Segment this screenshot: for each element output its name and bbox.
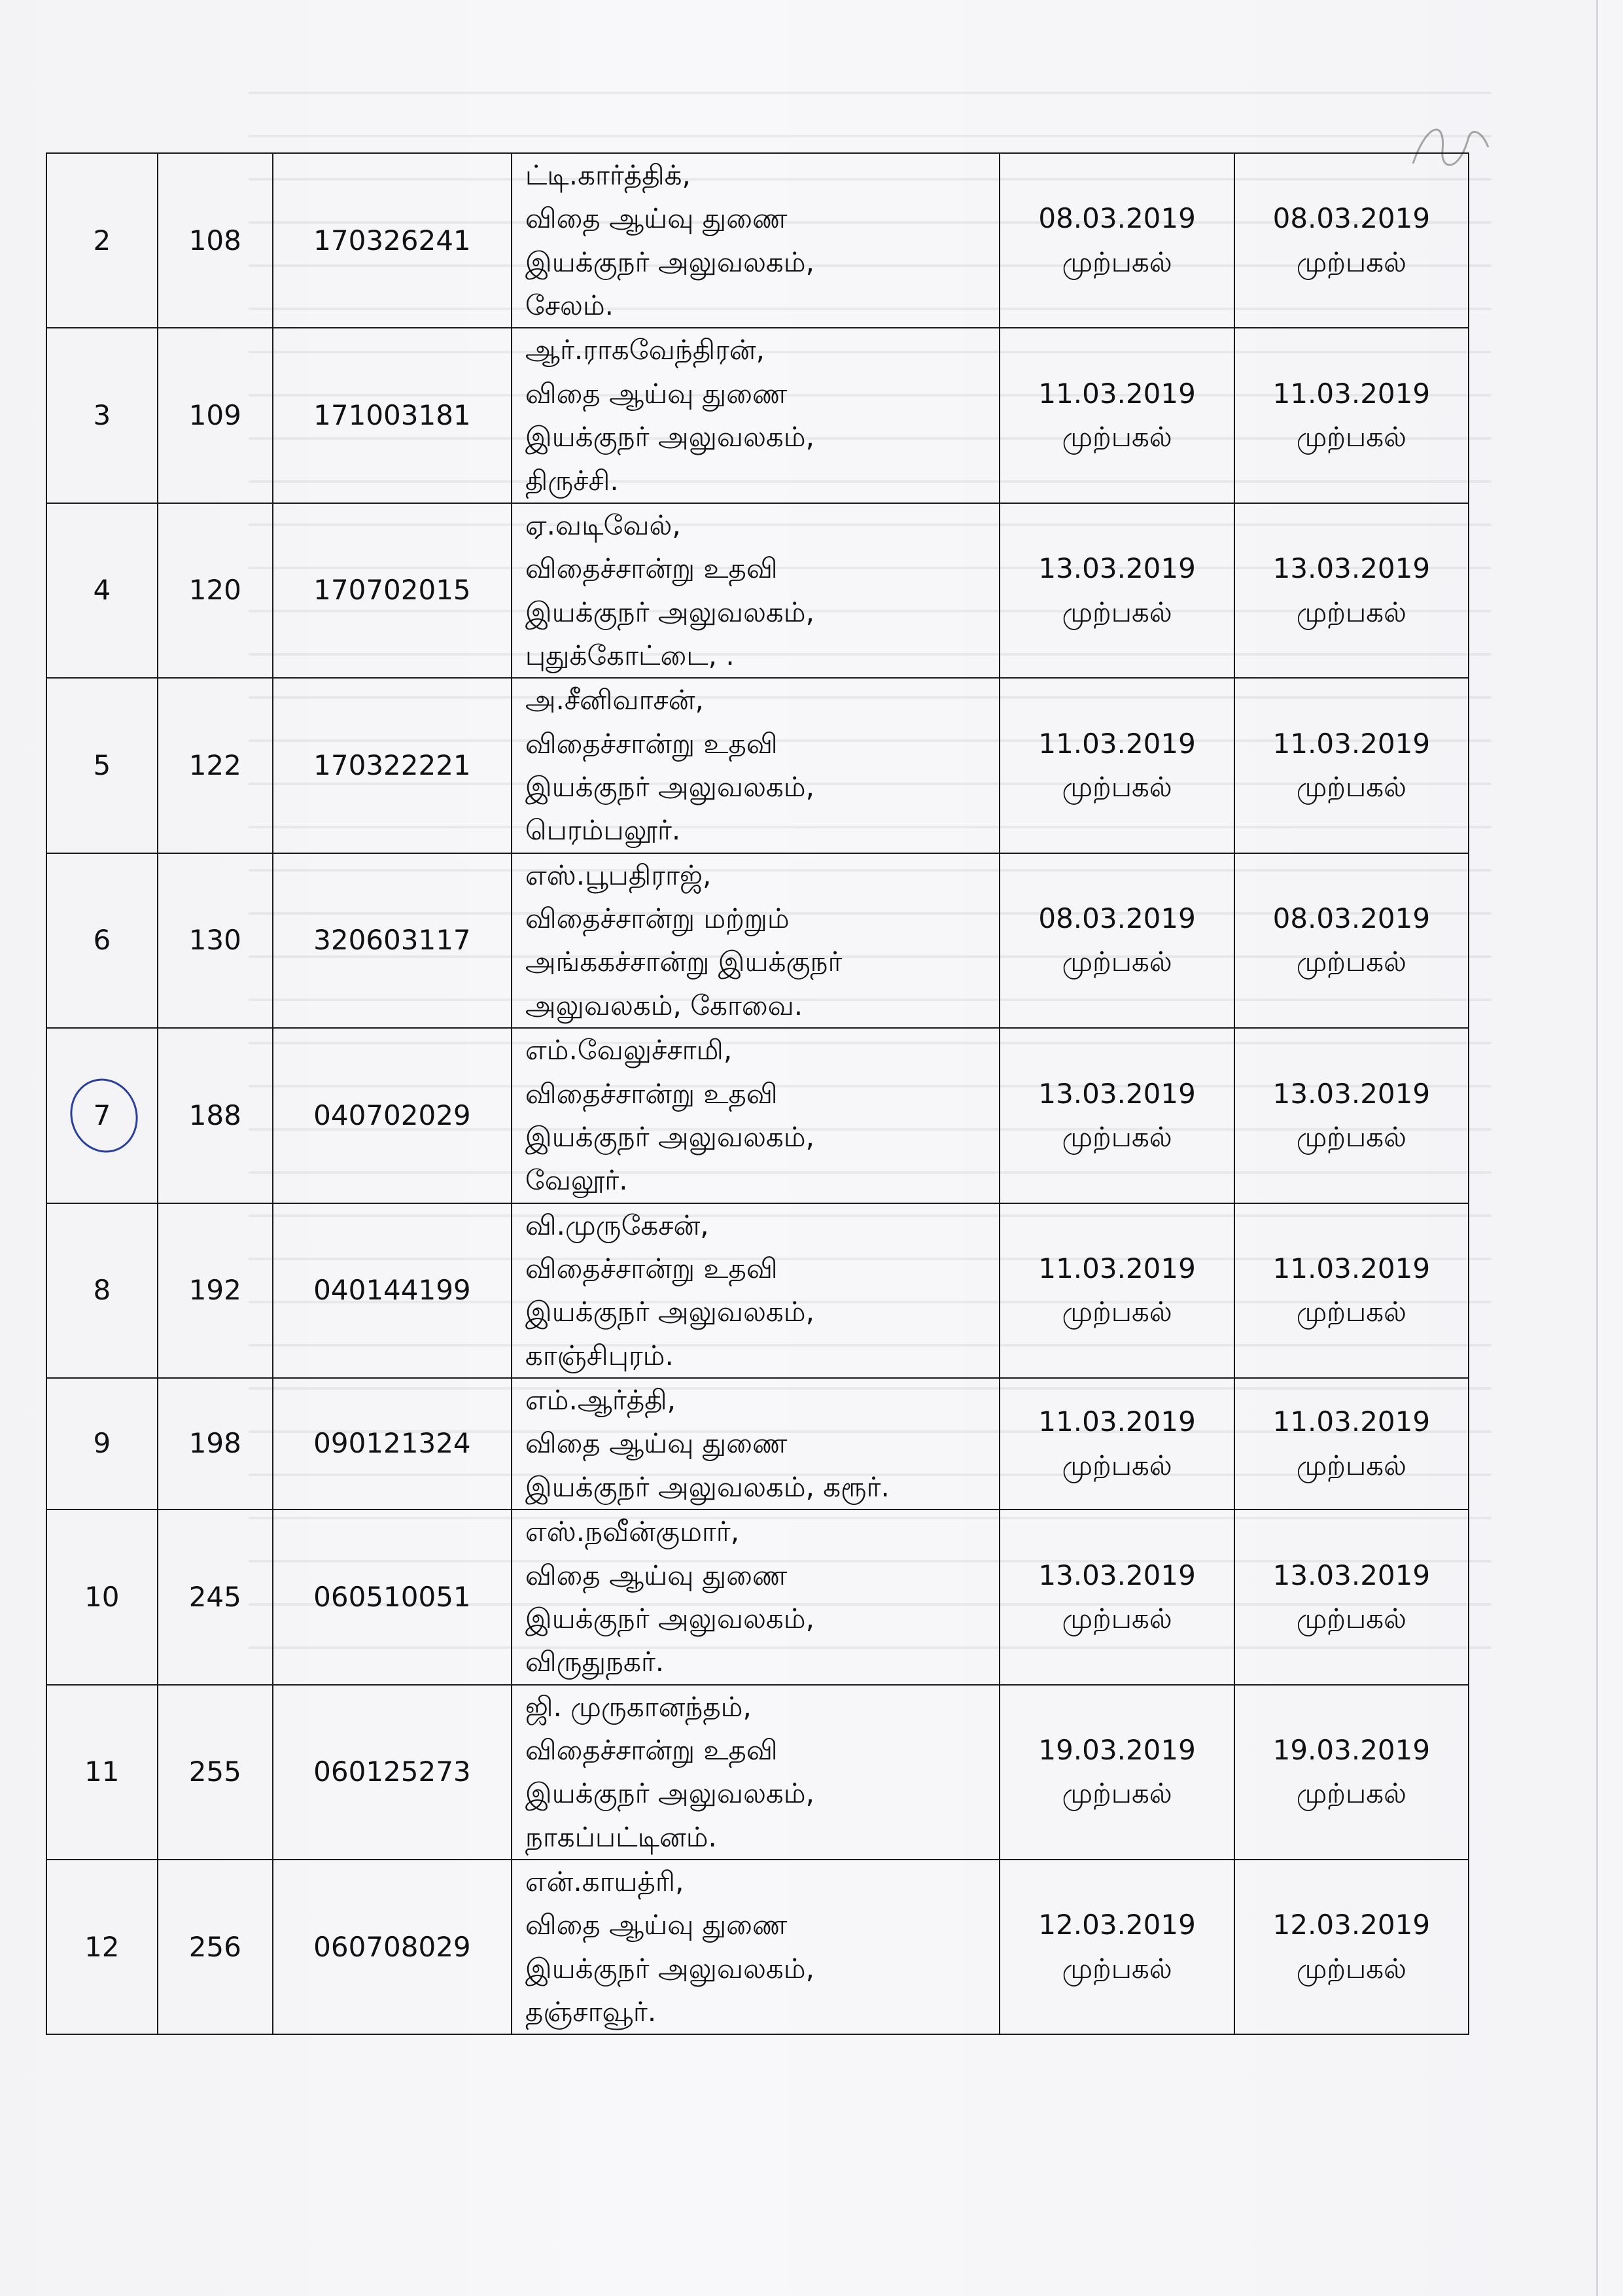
session-text: முற்பகல் xyxy=(1062,1120,1172,1153)
table-row xyxy=(46,503,1469,678)
rank-number-cell: 198 xyxy=(158,1378,273,1510)
name-office-line: விதைச்சான்று மற்றும் xyxy=(525,902,790,935)
serial-number-cell: 4 xyxy=(46,503,158,678)
rank-number-cell: 255 xyxy=(158,1685,273,1860)
date-text: 11.03.2019 xyxy=(1038,1252,1196,1284)
name-office-line: ஆர்.ராகவேந்திரன், xyxy=(525,334,765,366)
serial-number-cell: 8 xyxy=(46,1203,158,1378)
date-text: 13.03.2019 xyxy=(1272,552,1431,585)
serial-number-cell: 12 xyxy=(46,1860,158,2034)
name-office-cell xyxy=(512,1510,1000,1684)
session-text: முற்பகல் xyxy=(1296,771,1406,804)
register-number-cell: 170322221 xyxy=(273,678,512,853)
date-cell xyxy=(1234,1378,1469,1510)
name-office-line: விருதுநகர். xyxy=(525,1646,665,1678)
date-cell xyxy=(1234,503,1469,678)
register-number-cell: 040702029 xyxy=(273,1028,512,1203)
name-office-line: சேலம். xyxy=(525,289,614,322)
date-text: 08.03.2019 xyxy=(1038,202,1196,235)
date-cell xyxy=(1234,1203,1469,1378)
name-office-line: இயக்குநர் அலுவலகம், xyxy=(525,421,814,453)
name-office-cell xyxy=(512,503,1000,678)
name-office-line: விதை ஆய்வு துணை xyxy=(525,377,788,410)
date-cell xyxy=(1000,1860,1234,2034)
date-cell xyxy=(1000,503,1234,678)
date-text: 12.03.2019 xyxy=(1272,1909,1431,1941)
session-text: முற்பகல் xyxy=(1062,945,1172,978)
date-text: 11.03.2019 xyxy=(1038,727,1196,760)
session-text: முற்பகல் xyxy=(1062,771,1172,804)
session-text: முற்பகல் xyxy=(1062,1296,1172,1328)
name-office-line: ட்டி.கார்த்திக், xyxy=(525,159,691,191)
session-text: முற்பகல் xyxy=(1296,1120,1406,1153)
date-text: 13.03.2019 xyxy=(1038,1559,1196,1591)
session-text: முற்பகல் xyxy=(1296,1602,1406,1634)
name-office-cell xyxy=(512,1203,1000,1378)
table-row xyxy=(46,1510,1469,1684)
date-text: 12.03.2019 xyxy=(1038,1909,1196,1941)
name-office-cell xyxy=(512,1028,1000,1203)
name-office-line: விதைச்சான்று உதவி xyxy=(525,552,778,585)
register-number-cell: 060125273 xyxy=(273,1685,512,1860)
date-text: 19.03.2019 xyxy=(1272,1733,1431,1766)
name-office-line: இயக்குநர் அலுவலகம், xyxy=(525,595,814,628)
table-row xyxy=(46,1378,1469,1510)
register-number-cell: 320603117 xyxy=(273,853,512,1028)
rank-number-cell: 122 xyxy=(158,678,273,853)
date-cell xyxy=(1000,853,1234,1028)
name-office-line: என்.காயத்ரி, xyxy=(525,1865,684,1898)
rank-number-cell: 188 xyxy=(158,1028,273,1203)
name-office-cell xyxy=(512,153,1000,328)
date-text: 13.03.2019 xyxy=(1038,1077,1196,1110)
date-cell xyxy=(1000,1028,1234,1203)
serial-number-cell: 7 xyxy=(46,1028,158,1203)
date-cell xyxy=(1000,328,1234,503)
date-cell xyxy=(1234,328,1469,503)
name-office-cell xyxy=(512,678,1000,853)
serial-number-cell: 6 xyxy=(46,853,158,1028)
date-cell xyxy=(1234,1510,1469,1684)
name-office-line: புதுக்கோட்டை, . xyxy=(525,639,735,671)
date-cell xyxy=(1234,853,1469,1028)
rank-number-cell: 245 xyxy=(158,1510,273,1684)
date-cell xyxy=(1234,1860,1469,2034)
date-cell xyxy=(1234,1685,1469,1860)
session-text: முற்பகல் xyxy=(1296,945,1406,978)
table-row xyxy=(46,1203,1469,1378)
serial-number-cell: 3 xyxy=(46,328,158,503)
name-office-line: பெரம்பலூர். xyxy=(525,814,681,847)
date-text: 11.03.2019 xyxy=(1038,1405,1196,1438)
name-office-line: விதை ஆய்வு துணை xyxy=(525,1559,788,1591)
name-office-line: விதைச்சான்று உதவி xyxy=(525,1252,778,1284)
date-cell xyxy=(1000,1203,1234,1378)
date-cell xyxy=(1000,153,1234,328)
table-row xyxy=(46,853,1469,1028)
name-office-line: எஸ்.பூபதிராஜ், xyxy=(525,858,712,891)
session-text: முற்பகல் xyxy=(1296,1952,1406,1985)
register-number-cell: 090121324 xyxy=(273,1378,512,1510)
name-office-cell xyxy=(512,853,1000,1028)
name-office-cell xyxy=(512,1860,1000,2034)
table-row xyxy=(46,153,1469,328)
session-text: முற்பகல் xyxy=(1062,1777,1172,1810)
date-text: 13.03.2019 xyxy=(1272,1077,1431,1110)
date-cell xyxy=(1000,1510,1234,1684)
register-number-cell: 170326241 xyxy=(273,153,512,328)
name-office-cell xyxy=(512,1685,1000,1860)
session-text: முற்பகல் xyxy=(1062,1449,1172,1481)
name-office-line: திருச்சி. xyxy=(525,464,619,497)
table-row xyxy=(46,1685,1469,1860)
name-office-line: விதை ஆய்வு துணை xyxy=(525,202,788,235)
serial-number-cell: 2 xyxy=(46,153,158,328)
name-office-line: அங்ககச்சான்று இயக்குநர் xyxy=(525,945,843,978)
date-cell xyxy=(1000,678,1234,853)
table-row xyxy=(46,1860,1469,2034)
name-office-line: ஜி. முருகானந்தம், xyxy=(525,1690,752,1723)
name-office-line: இயக்குநர் அலுவலகம், xyxy=(525,245,814,278)
table-row xyxy=(46,328,1469,503)
allotment-table xyxy=(46,152,1469,2035)
date-cell xyxy=(1234,678,1469,853)
date-text: 11.03.2019 xyxy=(1272,1252,1431,1284)
name-office-line: விதை ஆய்வு துணை xyxy=(525,1427,788,1460)
table-row xyxy=(46,678,1469,853)
date-cell xyxy=(1000,1685,1234,1860)
date-text: 08.03.2019 xyxy=(1272,902,1431,935)
name-office-line: தஞ்சாவூர். xyxy=(525,1996,657,2028)
session-text: முற்பகல் xyxy=(1062,595,1172,628)
date-text: 19.03.2019 xyxy=(1038,1733,1196,1766)
session-text: முற்பகல் xyxy=(1296,1777,1406,1810)
name-office-line: விதைச்சான்று உதவி xyxy=(525,1077,778,1110)
date-text: 11.03.2019 xyxy=(1038,377,1196,410)
session-text: முற்பகல் xyxy=(1296,1296,1406,1328)
serial-number-cell: 5 xyxy=(46,678,158,853)
date-text: 13.03.2019 xyxy=(1038,552,1196,585)
name-office-line: விதைச்சான்று உதவி xyxy=(525,727,778,760)
name-office-line: வேலூர். xyxy=(525,1164,628,1197)
name-office-cell xyxy=(512,328,1000,503)
session-text: முற்பகல் xyxy=(1296,245,1406,278)
session-text: முற்பகல் xyxy=(1062,1952,1172,1985)
register-number-cell: 060708029 xyxy=(273,1860,512,2034)
date-cell xyxy=(1234,153,1469,328)
name-office-line: இயக்குநர் அலுவலகம், xyxy=(525,1296,814,1328)
date-text: 11.03.2019 xyxy=(1272,1405,1431,1438)
rank-number-cell: 130 xyxy=(158,853,273,1028)
register-number-cell: 040144199 xyxy=(273,1203,512,1378)
name-office-line: ஏ.வடிவேல், xyxy=(525,508,681,541)
session-text: முற்பகல் xyxy=(1062,421,1172,453)
rank-number-cell: 192 xyxy=(158,1203,273,1378)
register-number-cell: 060510051 xyxy=(273,1510,512,1684)
name-office-line: எம்.வேலுச்சாமி, xyxy=(525,1034,733,1067)
rank-number-cell: 120 xyxy=(158,503,273,678)
name-office-line: எம்.ஆர்த்தி, xyxy=(525,1384,676,1417)
session-text: முற்பகல் xyxy=(1062,1602,1172,1634)
name-office-line: இயக்குநர் அலுவலகம், xyxy=(525,771,814,804)
session-text: முற்பகல் xyxy=(1296,421,1406,453)
date-text: 13.03.2019 xyxy=(1272,1559,1431,1591)
register-number-cell: 171003181 xyxy=(273,328,512,503)
date-cell xyxy=(1234,1028,1469,1203)
rank-number-cell: 108 xyxy=(158,153,273,328)
name-office-line: அ.சீனிவாசன், xyxy=(525,684,704,716)
rank-number-cell: 256 xyxy=(158,1860,273,2034)
name-office-cell xyxy=(512,1378,1000,1510)
name-office-line: காஞ்சிபுரம். xyxy=(525,1339,674,1371)
name-office-line: இயக்குநர் அலுவலகம், xyxy=(525,1602,814,1634)
serial-number-cell: 11 xyxy=(46,1685,158,1860)
table-row xyxy=(46,1028,1469,1203)
date-text: 11.03.2019 xyxy=(1272,727,1431,760)
date-text: 08.03.2019 xyxy=(1272,202,1431,235)
rank-number-cell: 109 xyxy=(158,328,273,503)
register-number-cell: 170702015 xyxy=(273,503,512,678)
name-office-line: அலுவலகம், கோவை. xyxy=(525,989,803,1021)
date-text: 08.03.2019 xyxy=(1038,902,1196,935)
table-body xyxy=(46,153,1469,2034)
name-office-line: இயக்குநர் அலுவலகம், xyxy=(525,1952,814,1985)
name-office-line: இயக்குநர் அலுவலகம், xyxy=(525,1777,814,1810)
date-cell xyxy=(1000,1378,1234,1510)
name-office-line: விதை ஆய்வு துணை xyxy=(525,1909,788,1941)
name-office-line: வி.முருகேசன், xyxy=(525,1209,709,1241)
name-office-line: நாகப்பட்டினம். xyxy=(525,1820,717,1853)
date-text: 11.03.2019 xyxy=(1272,377,1431,410)
name-office-line: இயக்குநர் அலுவலகம், xyxy=(525,1120,814,1153)
session-text: முற்பகல் xyxy=(1062,245,1172,278)
serial-number-cell: 10 xyxy=(46,1510,158,1684)
session-text: முற்பகல் xyxy=(1296,1449,1406,1481)
name-office-line: எஸ்.நவீன்குமார், xyxy=(525,1515,740,1548)
name-office-line: விதைச்சான்று உதவி xyxy=(525,1733,778,1766)
session-text: முற்பகல் xyxy=(1296,595,1406,628)
name-office-line: இயக்குநர் அலுவலகம், கரூர். xyxy=(525,1470,890,1503)
serial-number-cell: 9 xyxy=(46,1378,158,1510)
